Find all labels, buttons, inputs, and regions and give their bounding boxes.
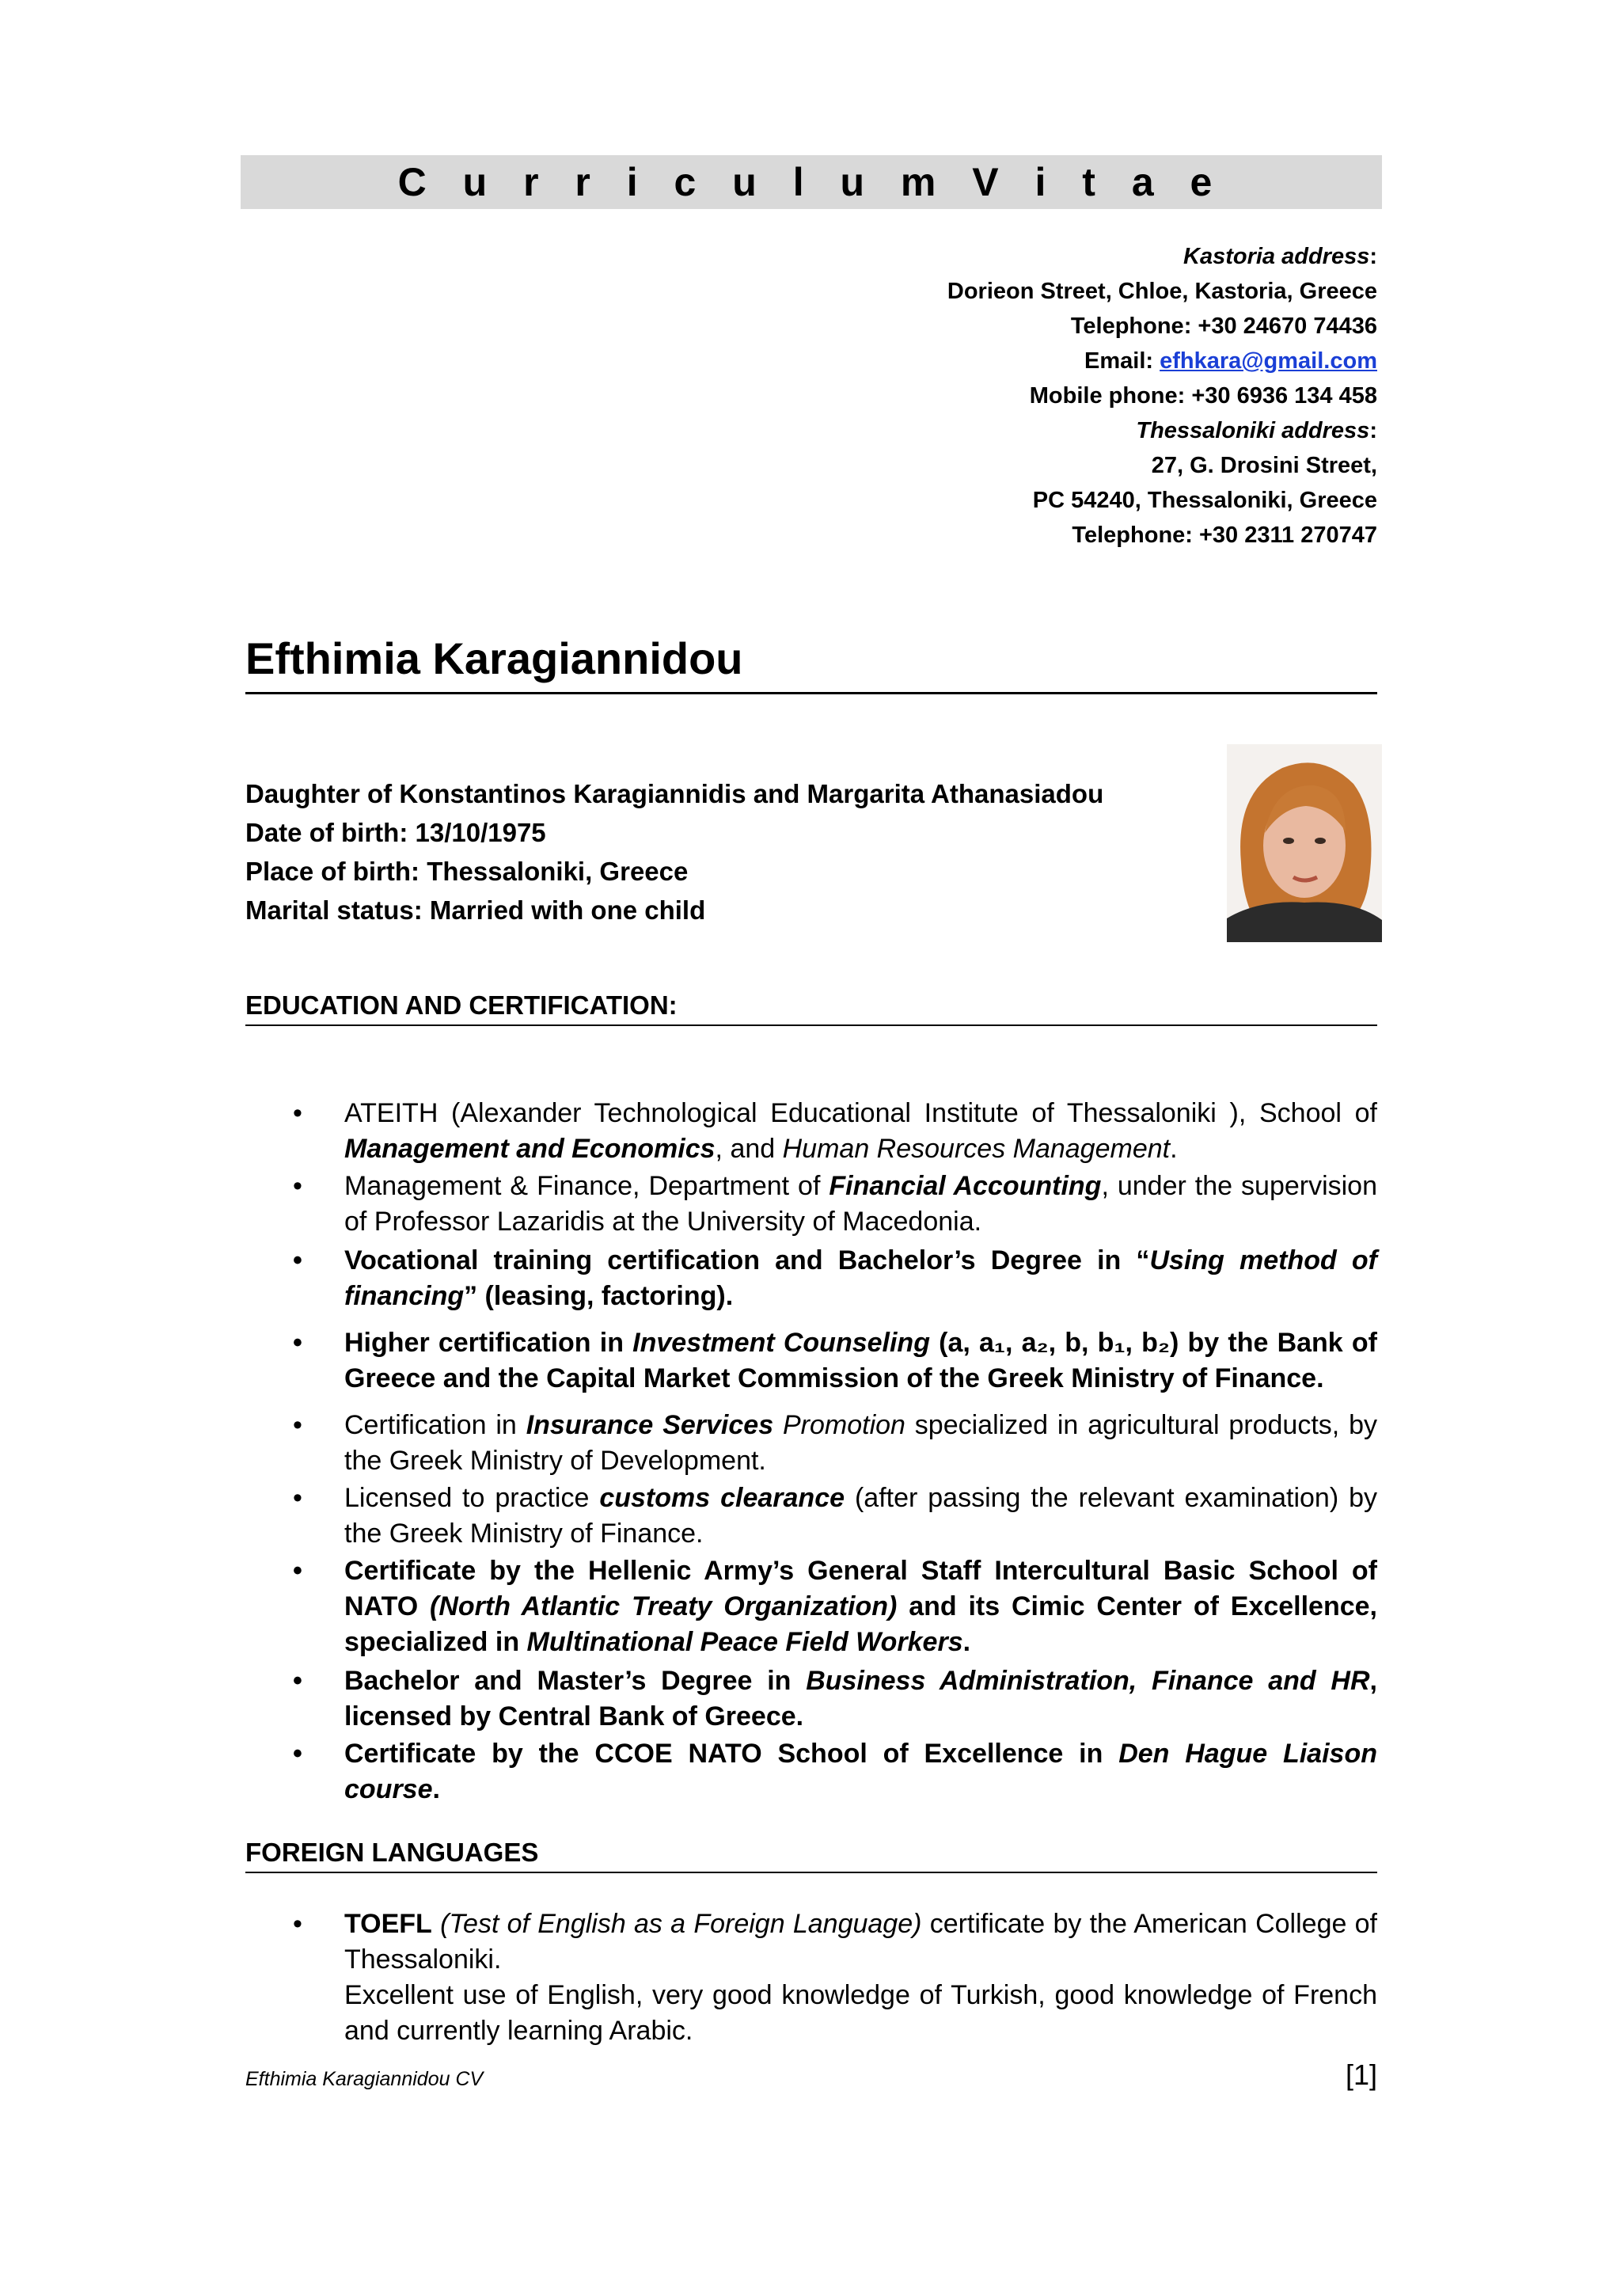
edu-emphasis: Using method of financing bbox=[344, 1245, 1377, 1311]
list-item bbox=[293, 1481, 1377, 1552]
bullet-icon: • bbox=[293, 1556, 302, 1586]
list-item bbox=[293, 1906, 1377, 2049]
edu-text: . bbox=[1170, 1134, 1178, 1164]
list-item bbox=[293, 1663, 1377, 1735]
bullet-icon: • bbox=[293, 1410, 302, 1440]
edu-text: Bachelor and Master’s Degree in bbox=[344, 1666, 807, 1696]
toefl-detail: certificate by the American College of Thessaloniki. bbox=[344, 1909, 1377, 1975]
education-list bbox=[293, 1096, 1377, 1808]
list-item bbox=[293, 1243, 1377, 1314]
bullet-icon: • bbox=[293, 1483, 302, 1513]
language-skills: Excellent use of English, very good knowledge of Turkish, good knowledge of French and currently learning Arabic. bbox=[344, 1980, 1377, 2046]
portrait-photo bbox=[1227, 744, 1382, 942]
date-of-birth: Date of birth: 13/10/1975 bbox=[245, 818, 546, 847]
edu-italic: Human Resources Management bbox=[782, 1134, 1171, 1164]
edu-text: , and bbox=[715, 1134, 783, 1164]
edu-text: Certificate by the CCOE NATO School of Excellence in bbox=[344, 1739, 1119, 1769]
edu-text: (after passing the relevant examination) by the Greek Ministry of Finance. bbox=[344, 1483, 1378, 1549]
list-item bbox=[293, 1736, 1377, 1808]
marital-status: Marital status: Married with one child bbox=[245, 895, 706, 925]
bullet-icon: • bbox=[293, 1666, 302, 1696]
kastoria-address-heading: Kastoria address bbox=[1183, 244, 1370, 269]
document-title: C u r r i c u l u m V i t a e bbox=[397, 160, 1225, 204]
bullet-icon: • bbox=[293, 1739, 302, 1769]
thessaloniki-street: 27, G. Drosini Street, bbox=[1151, 453, 1377, 478]
edu-emphasis: Financial Accounting bbox=[829, 1171, 1102, 1201]
mobile-phone: Mobile phone: +30 6936 134 458 bbox=[1029, 383, 1377, 409]
edu-emphasis: Den Hague Liaison course bbox=[344, 1739, 1377, 1804]
full-name: Efthimia Karagiannidou bbox=[245, 633, 743, 683]
edu-text: specialized in agricultural products, by the Greek Ministry of Development. bbox=[344, 1410, 1377, 1476]
edu-text: Certification in bbox=[344, 1410, 526, 1440]
toefl-full-name: (Test of English as a Foreign Language) bbox=[431, 1909, 922, 1939]
edu-emphasis: customs clearance bbox=[599, 1483, 845, 1513]
kastoria-street: Dorieon Street, Chloe, Kastoria, Greece bbox=[947, 279, 1377, 304]
languages-heading bbox=[245, 1835, 1377, 1873]
edu-italic: Promotion bbox=[773, 1410, 905, 1440]
edu-text: and its Cimic Center of Excellence, specialized in bbox=[344, 1591, 1377, 1657]
bullet-icon: • bbox=[293, 1909, 302, 1939]
thessaloniki-postcode: PC 54240, Thessaloniki, Greece bbox=[1032, 488, 1377, 513]
parents-line: Daughter of Konstantinos Karagiannidis and Margarita Athanasiadou bbox=[245, 779, 1104, 808]
thessaloniki-telephone: Telephone: +30 2311 270747 bbox=[1072, 523, 1377, 548]
edu-text: Certificate by the Hellenic Army’s General Staff Intercultural Basic School of NATO bbox=[344, 1556, 1377, 1621]
address-block: Kastoria address: Dorieon Street, Chloe, Kastoria, Greece Telephone: +30 24670 74436 Email: efhkara@gmail.com Mobile phone: +30 6936 134 458 Thessaloniki address: 27, G. Drosini Street, PC 54240, Thessaloniki, Greece Telephone: +30 2311 270747 bbox=[586, 239, 1377, 553]
page-number: [1] bbox=[1345, 2058, 1377, 2091]
list-item bbox=[293, 1553, 1377, 1660]
edu-emphasis: Investment Counseling bbox=[632, 1328, 930, 1358]
kastoria-telephone: Telephone: +30 24670 74436 bbox=[1070, 314, 1377, 339]
bullet-icon: • bbox=[293, 1171, 302, 1201]
edu-text: . bbox=[432, 1774, 440, 1804]
edu-text: ” (leasing, factoring). bbox=[464, 1281, 734, 1311]
name-heading bbox=[245, 630, 1377, 694]
place-of-birth: Place of birth: Thessaloniki, Greece bbox=[245, 857, 689, 886]
edu-text: . bbox=[962, 1627, 971, 1657]
edu-text: Higher certification in bbox=[344, 1328, 633, 1358]
edu-emphasis: Management and Economics bbox=[344, 1134, 716, 1164]
edu-text: ATEITH (Alexander Technological Educational Institute of Thessaloniki ), School of bbox=[344, 1098, 1377, 1128]
edu-text: Licensed to practice bbox=[344, 1483, 600, 1513]
edu-text: Vocational training certification and Bachelor’s Degree in “ bbox=[344, 1245, 1150, 1275]
education-heading-text: EDUCATION AND CERTIFICATION: bbox=[245, 990, 678, 1020]
edu-emphasis: Business Administration, Finance and HR bbox=[806, 1666, 1370, 1696]
toefl-label: TOEFL bbox=[344, 1909, 432, 1939]
list-item bbox=[293, 1408, 1377, 1479]
list-item bbox=[293, 1096, 1377, 1167]
bullet-icon: • bbox=[293, 1328, 302, 1358]
footer-label: Efthimia Karagiannidou CV bbox=[245, 2068, 484, 2090]
edu-text: , under the supervision of Professor Lazaridis at the University of Macedonia. bbox=[344, 1171, 1378, 1237]
thessaloniki-address-heading: Thessaloniki address bbox=[1136, 418, 1370, 443]
languages-list bbox=[293, 1906, 1377, 2049]
edu-emphasis: (North Atlantic Treaty Organization) bbox=[430, 1591, 898, 1621]
list-item bbox=[293, 1325, 1377, 1397]
languages-heading-text: FOREIGN LANGUAGES bbox=[245, 1838, 539, 1867]
document-title-bar bbox=[241, 155, 1382, 209]
edu-text: (a, a₁, a₂, b, b₁, b₂) by the Bank of Greece and the Capital Market Commission of the Greek Ministry of Finance. bbox=[344, 1328, 1377, 1393]
personal-details bbox=[245, 774, 1195, 929]
email-label: Email: bbox=[1084, 348, 1154, 374]
bullet-icon: • bbox=[293, 1098, 302, 1128]
edu-text: , licensed by Central Bank of Greece. bbox=[344, 1666, 1377, 1732]
edu-emphasis: Insurance Services bbox=[526, 1410, 774, 1440]
edu-text: Management & Finance, Department of bbox=[344, 1171, 829, 1201]
edu-emphasis: Multinational Peace Field Workers bbox=[526, 1627, 963, 1657]
education-heading bbox=[245, 988, 1377, 1026]
portrait-image bbox=[1227, 744, 1382, 942]
list-item bbox=[293, 1169, 1377, 1240]
bullet-icon: • bbox=[293, 1245, 302, 1275]
email-link[interactable]: efhkara@gmail.com bbox=[1160, 348, 1377, 374]
